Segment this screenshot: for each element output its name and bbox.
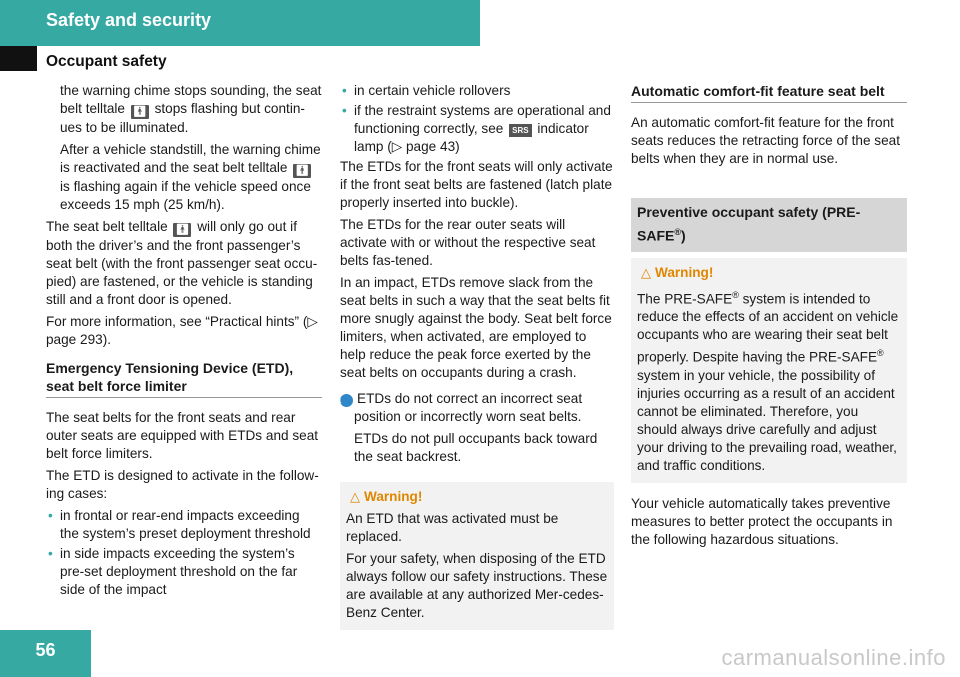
section-heading-comfort-fit: Automatic comfort-fit feature seat belt [631,82,907,103]
info-note: i ETDs do not correct an incorrect seat position or incorrectly worn seat belts. [337,391,583,424]
column-2 [337,82,614,630]
paragraph: For more information, see “Practical hints” (▷ page 293). [46,314,318,347]
paragraph: The ETDs for the rear outer seats will activate with or without the respective seat belts fas-tened. [340,217,596,268]
paragraph: the warning chime stops sounding, the seat belt telltale 🚹︎ stops flashing but contin-ues to be illuminated. [60,83,322,135]
paragraph: The seat belts for the front seats and rear outer seats are equipped with ETDs and seat belt force limiters. [46,410,319,461]
paragraph: The ETDs for the front seats will only activate if the front seat belts are fastened (latch plate properly inserted into buckle). [340,159,613,210]
warning-heading: △ Warning! [641,264,714,280]
list-item: • in certain vehicle rollovers [340,82,614,100]
warning-text: The PRE-SAFE® system is intended to reduce the effects of an accident on vehicle occupants who are wearing their seat belt properly. Despite having the PRE-SAFE® system in your vehicle, the possibility of injuries occurring as a result of an accident cannot be eliminated. Therefore, you should always drive carefully and adjust your driving to the prevailing road, weather, and traffic conditions. [637,289,899,473]
warning-text: For your safety, when disposing of the ETD always follow our safety instructions. These are available at any authorized Mer-cedes-Benz Center. [346,551,608,620]
page-number: 56 [0,630,91,677]
warning-heading: △ Warning! [350,489,423,504]
warning-triangle-icon: △ [350,489,360,504]
section-heading-etd: Emergency Tensioning Device (ETD), seat belt force limiter [46,359,322,398]
paragraph: In an impact, ETDs remove slack from the seat belts in such a way that the seat belts fit more snugly against the body. Seat belt force limiters, when activated, are employed to help reduce the peak force exerted by the seat belts on occupants during a crash. [340,275,612,380]
warning-box [631,258,907,483]
section-heading-pre-safe: Preventive occupant safety (PRE-SAFE®) [631,198,907,252]
warning-box [340,482,614,630]
header-corner-block [0,46,37,71]
page-title: Occupant safety [46,53,167,70]
section-title: Safety and security [46,10,212,30]
column-1 [46,82,322,601]
paragraph: The seat belt telltale 🚹︎ will only go out if both the driver’s and the front passenger’s seat belt (with the front passenger seat occu-pied) are fastened, or the vehicle is standing still and a front door is opened. [46,219,318,307]
list-item: • in side impacts exceeding the system’s pre-set deployment threshold on the far side of the impact [46,545,322,599]
watermark: carmanualsonline.info [721,645,946,670]
info-note: ETDs do not pull occupants back toward the seat backrest. [354,431,598,464]
paragraph: The ETD is designed to activate in the follow-ing cases: [46,468,319,501]
column-3 [631,82,907,553]
paragraph: Your vehicle automatically takes preventive measures to better protect the occupants in the following hazardous situations. [631,495,893,547]
seat-belt-telltale-icon: 🚹︎ [173,223,191,237]
seat-belt-telltale-icon: 🚹︎ [131,105,149,119]
paragraph: An automatic comfort-fit feature for the front seats reduces the retracting force of the seat belts when they are in normal use. [631,115,901,166]
paragraph: After a vehicle standstill, the warning chime is reactivated and the seat belt telltale 🚹︎ is flashing again if the vehicle speed once exceeds 15 mph (25 km/h). [60,142,321,212]
seat-belt-telltale-icon: 🚹︎ [293,164,311,178]
info-icon: i [340,394,353,407]
list-item: • in frontal or rear-end impacts exceeding the system’s preset deployment threshold [46,507,322,543]
list-item: • if the restraint systems are operational and functioning correctly, see SRS indicator lamp (▷ page 43) [340,102,614,156]
warning-triangle-icon: △ [641,264,651,280]
srs-indicator-icon: SRS [509,124,531,137]
warning-text: An ETD that was activated must be replaced. [346,511,559,544]
